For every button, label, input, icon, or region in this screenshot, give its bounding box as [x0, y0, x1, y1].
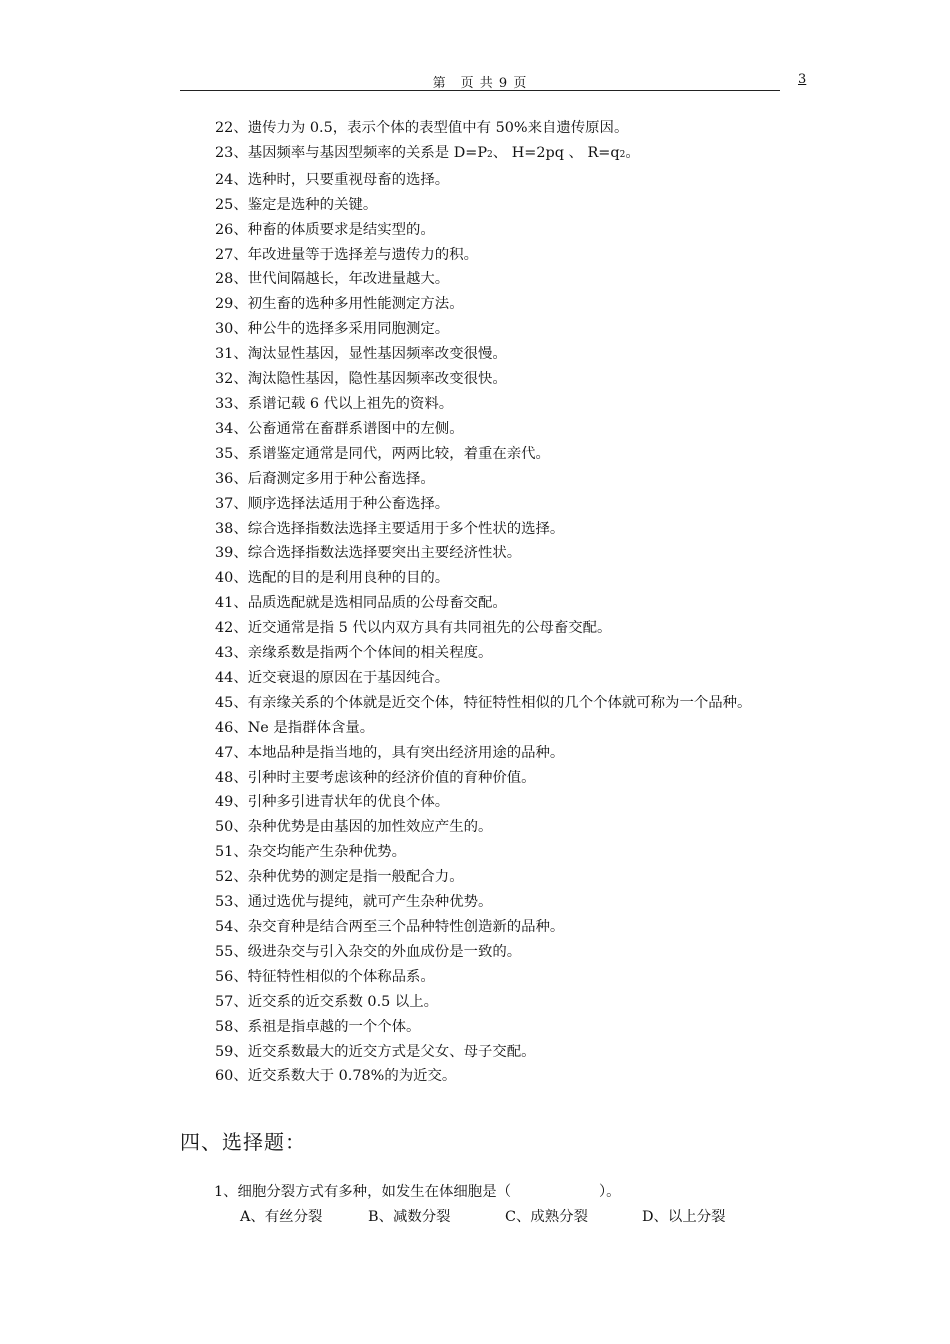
statement-number: 34 [215, 420, 234, 437]
statement-item [180, 790, 810, 815]
statement-item [180, 116, 810, 141]
option-d: D、以上分裂 [642, 1209, 726, 1225]
statement-number: 26 [215, 221, 234, 238]
statement-separator: 、 [233, 495, 248, 512]
statement-text: 系谱记载 6 代以上祖先的资料。 [247, 395, 454, 412]
statement-text: 近交系数大于 0.78%的为近交。 [247, 1068, 457, 1085]
statement-text: 杂交育种是结合两至三个品种特性创造新的品种。 [247, 919, 565, 935]
statement-number: 36 [215, 470, 234, 487]
statement-text: 品质选配就是选相同品质的公母畜交配。 [247, 595, 507, 612]
statement-number: 56 [215, 968, 234, 985]
statement-text: 系谱鉴定通常是同代，两两比较，着重在亲代。 [247, 445, 550, 462]
statement-text: 。 [625, 144, 640, 161]
statement-item [180, 141, 810, 168]
statement-text: 选种时，只要重视母畜的选择。 [247, 171, 450, 188]
superscript-2: 2 [619, 149, 626, 160]
statement-number: 45 [215, 694, 234, 711]
statement-separator: 、 [233, 144, 248, 161]
statement-separator: 、 [233, 1068, 248, 1085]
statement-number: 50 [215, 819, 234, 836]
statement-separator: 、 [233, 794, 248, 811]
statement-text: 种畜的体质要求是结实型的。 [247, 221, 435, 238]
statement-item [180, 890, 810, 915]
statement-separator: 、 [233, 620, 248, 637]
header-page-info: 第 页 共 9 页 [432, 76, 528, 91]
statement-text: 有亲缘关系的个体就是近交个体，特征特性相似的几个个体就可称为一个品种。 [247, 694, 752, 711]
statement-item [180, 168, 810, 193]
statement-separator: 、 [233, 919, 248, 935]
statement-number: 57 [215, 993, 234, 1010]
statement-text: 初生畜的选种多用性能测定方法。 [247, 296, 464, 313]
statement-item [180, 1040, 810, 1065]
statement-text: 综合选择指数法选择主要适用于多个性状的选择。 [247, 520, 565, 537]
statement-text: 级进杂交与引入杂交的外血成份是一致的。 [247, 943, 522, 960]
statement-separator: 、 [233, 719, 248, 736]
statement-item [180, 766, 810, 791]
statement-item [180, 243, 810, 268]
statement-number: 37 [215, 495, 234, 512]
statement-number: 24 [215, 171, 234, 188]
statement-separator: 、 [233, 371, 248, 388]
statement-item [180, 467, 810, 492]
statement-text: 系祖是指卓越的一个个体。 [247, 1018, 421, 1035]
statement-separator: 、 [233, 943, 248, 960]
statement-number: 42 [215, 620, 234, 637]
statement-separator: 、 [233, 595, 248, 612]
statement-text: 遗传力为 0.5，表示个体的表型值中有 50%来自遗传原因。 [247, 120, 629, 136]
statement-separator: 、 [233, 669, 248, 686]
statement-text: 淘汰隐性基因，隐性基因频率改变很快。 [247, 371, 507, 388]
statement-separator: 、 [233, 869, 248, 886]
statement-text: 近交衰退的原因在于基因纯合。 [247, 669, 450, 686]
statement-number: 35 [215, 445, 234, 462]
section-title: 四、选择题： [180, 1130, 306, 1154]
statement-item [180, 815, 810, 840]
statement-item [180, 342, 810, 367]
statement-item [180, 367, 810, 392]
statement-item [180, 517, 810, 542]
statement-text: 、 H=2pq 、 R=q [492, 144, 620, 161]
statement-separator: 、 [233, 769, 248, 786]
statement-item [180, 492, 810, 517]
statement-number: 60 [215, 1068, 234, 1085]
statement-text: 综合选择指数法选择要突出主要经济性状。 [247, 545, 522, 562]
statement-item [180, 193, 810, 218]
statement-separator: 、 [233, 346, 248, 363]
statement-separator: 、 [233, 470, 248, 487]
statement-text: 引种时主要考虑该种的经济价值的育种价值。 [247, 769, 536, 786]
statement-item [180, 666, 810, 691]
statement-number: 29 [215, 296, 234, 313]
statement-item [180, 541, 810, 566]
statement-item [180, 566, 810, 591]
statement-text: 鉴定是选种的关键。 [247, 196, 378, 213]
statement-item [180, 965, 810, 990]
statement-item [180, 741, 810, 766]
statement-number: 27 [215, 246, 234, 263]
statement-item [180, 317, 810, 342]
statement-number: 49 [215, 794, 234, 811]
statement-separator: 、 [233, 246, 248, 263]
statement-text: 引种多引进青状年的优良个体。 [247, 794, 450, 811]
statement-text: 亲缘系数是指两个个体间的相关程度。 [247, 645, 493, 662]
statement-item [180, 716, 810, 741]
statement-item [180, 1015, 810, 1040]
statement-text: 杂交均能产生杂种优势。 [247, 844, 407, 861]
statement-separator: 、 [233, 445, 248, 462]
statement-number: 40 [215, 570, 234, 587]
statement-separator: 、 [233, 120, 248, 136]
statement-number: 46 [215, 719, 234, 736]
statement-item [180, 641, 810, 666]
statement-item [180, 292, 810, 317]
statement-separator: 、 [233, 1018, 248, 1035]
statement-text: 种公牛的选择多采用同胞测定。 [247, 321, 450, 338]
statement-number: 43 [215, 645, 234, 662]
statement-text: 选配的目的是利用良种的目的。 [247, 570, 450, 587]
statement-separator: 、 [233, 520, 248, 537]
statement-number: 52 [215, 869, 234, 886]
superscript-2: 2 [487, 149, 493, 160]
statement-number: 55 [215, 943, 234, 960]
statement-item [180, 990, 810, 1015]
statement-item [180, 840, 810, 865]
statement-text: 杂种优势的测定是指一般配合力。 [247, 869, 464, 886]
statement-separator: 、 [233, 296, 248, 313]
question-1-stem-after: ）。 [598, 1184, 621, 1200]
statement-text: 公畜通常在畜群系谱图中的左侧。 [247, 420, 464, 437]
statement-text: 近交系数最大的近交方式是父女、母子交配。 [247, 1043, 536, 1060]
statement-number: 33 [215, 395, 234, 412]
statement-separator: 、 [233, 545, 248, 562]
statement-item [180, 865, 810, 890]
statement-text: 世代间隔越长，年改进量越大。 [247, 271, 450, 288]
statement-number: 54 [215, 919, 234, 935]
statement-number: 28 [215, 271, 234, 288]
statement-text: 本地品种是指当地的，具有突出经济用途的品种。 [247, 744, 565, 761]
statement-number: 39 [215, 545, 234, 562]
statement-separator: 、 [233, 645, 248, 662]
statement-text: 年改进量等于选择差与遗传力的积。 [247, 246, 478, 263]
statement-text: 杂种优势是由基因的加性效应产生的。 [247, 819, 493, 836]
statement-text: 淘汰显性基因，显性基因频率改变很慢。 [247, 346, 507, 363]
statement-text: 近交通常是指 5 代以内双方具有共同祖先的公母畜交配。 [247, 620, 612, 637]
statement-item [180, 616, 810, 641]
question-1-options [240, 1205, 726, 1229]
statement-separator: 、 [233, 744, 248, 761]
statement-separator: 、 [233, 1043, 248, 1060]
statement-separator: 、 [233, 819, 248, 836]
statement-number: 32 [215, 371, 234, 388]
statement-separator: 、 [233, 221, 248, 238]
option-c: C、成熟分裂 [505, 1209, 588, 1225]
statement-separator: 、 [233, 993, 248, 1010]
statement-number: 53 [215, 894, 234, 911]
statement-number: 47 [215, 744, 234, 761]
statement-number: 59 [215, 1043, 234, 1060]
statement-separator: 、 [233, 844, 248, 861]
statement-number: 48 [215, 769, 234, 786]
statement-separator: 、 [233, 395, 248, 412]
statement-text: 特征特性相似的个体称品系。 [247, 968, 435, 985]
question-1-stem [214, 1180, 621, 1204]
statement-item [180, 417, 810, 442]
statement-number: 44 [215, 669, 234, 686]
statement-separator: 、 [233, 694, 248, 711]
statement-text: 通过选优与提纯，就可产生杂种优势。 [247, 894, 493, 911]
statement-separator: 、 [233, 420, 248, 437]
statement-text: 后裔测定多用于种公畜选择。 [247, 470, 435, 487]
true-false-items [180, 116, 810, 1089]
statement-number: 31 [215, 346, 234, 363]
statement-number: 23 [215, 144, 234, 161]
statement-separator: 、 [233, 968, 248, 985]
statement-number: 22 [215, 120, 234, 136]
statement-item [180, 691, 810, 716]
statement-item [180, 940, 810, 965]
statement-text: 基因频率与基因型频率的关系是 D=P [247, 144, 488, 161]
statement-number: 30 [215, 321, 234, 338]
statement-separator: 、 [233, 196, 248, 213]
statement-number: 51 [215, 844, 234, 861]
statement-number: 41 [215, 595, 234, 612]
statement-number: 25 [215, 196, 234, 213]
statement-item [180, 591, 810, 616]
statement-separator: 、 [233, 321, 248, 338]
statement-item [180, 442, 810, 467]
statement-separator: 、 [233, 894, 248, 911]
option-a: A、有丝分裂 [240, 1209, 323, 1225]
page-number: 3 [798, 72, 807, 87]
statement-item [180, 267, 810, 292]
statement-separator: 、 [233, 271, 248, 288]
statement-item [180, 218, 810, 243]
statement-separator: 、 [233, 171, 248, 188]
statement-item [180, 392, 810, 417]
statement-text: 顺序选择法适用于种公畜选择。 [247, 495, 450, 512]
statement-item [180, 915, 810, 940]
option-b: B、减数分裂 [368, 1209, 451, 1225]
statement-text: Ne 是指群体含量。 [247, 719, 375, 736]
statement-item [180, 1064, 810, 1089]
statement-text: 近交系的近交系数 0.5 以上。 [247, 993, 439, 1010]
statement-number: 38 [215, 520, 234, 537]
statement-separator: 、 [233, 570, 248, 587]
page-header [180, 70, 780, 91]
question-1-stem-before: 1、细胞分裂方式有多种，如发生在体细胞是（ [214, 1184, 511, 1200]
statement-number: 58 [215, 1018, 234, 1035]
